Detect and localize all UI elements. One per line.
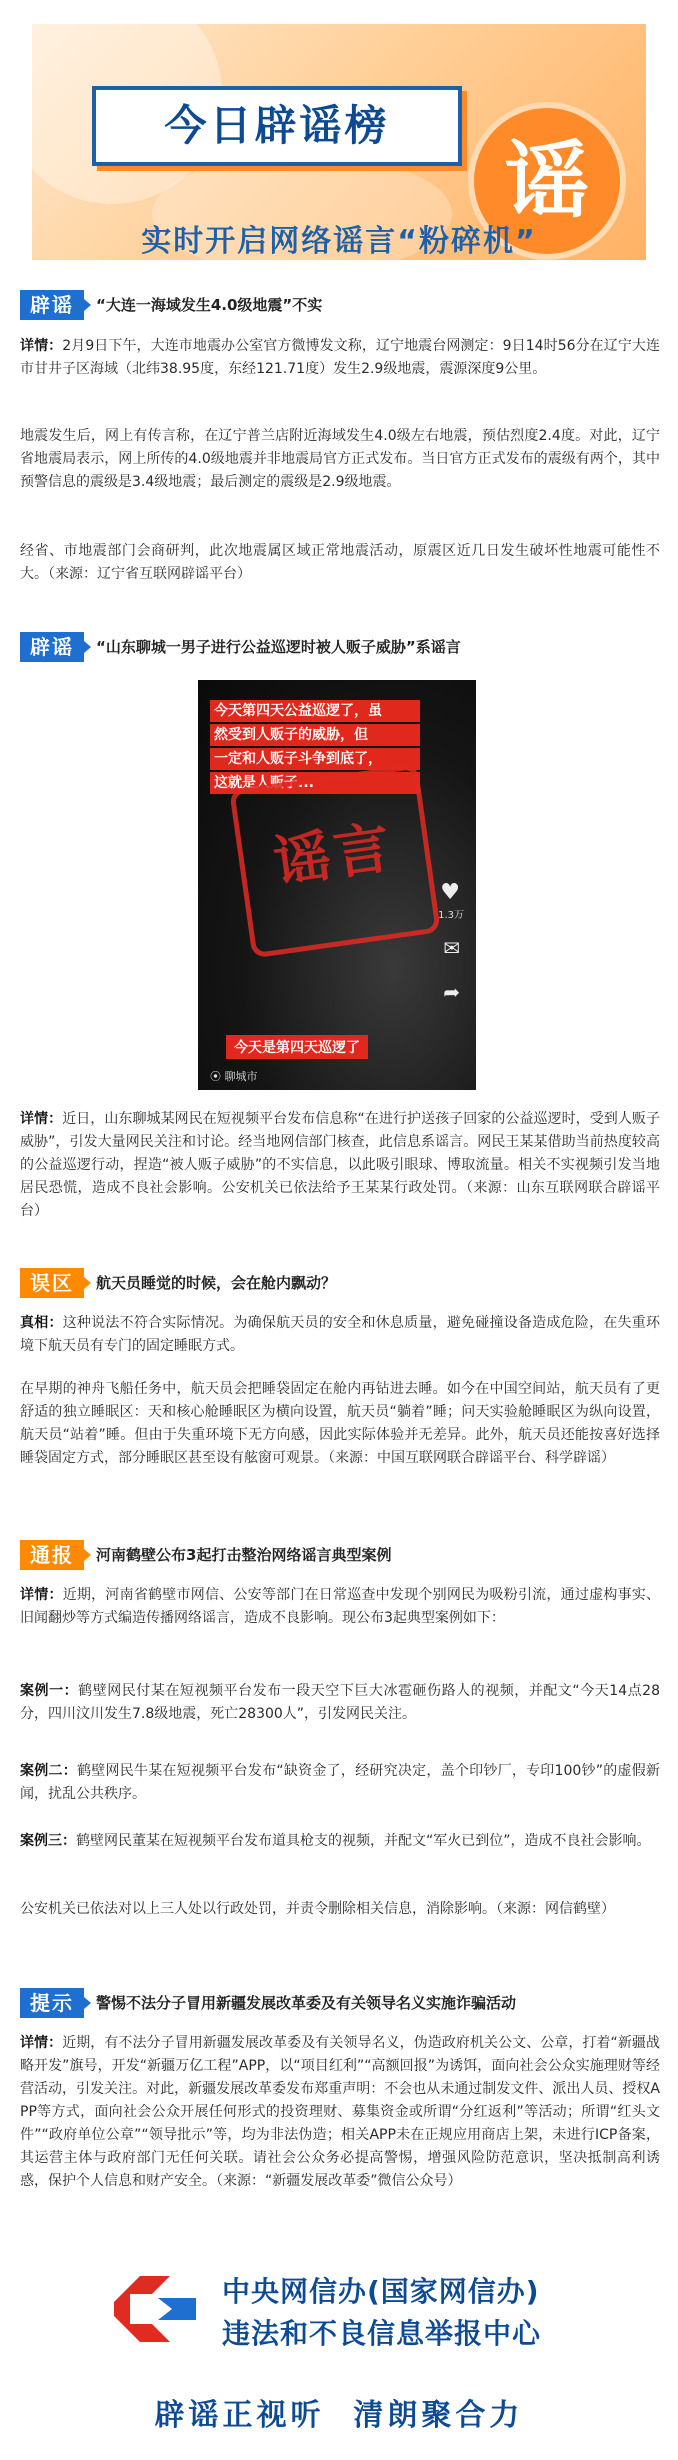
banner-title: 今日辟谣榜 [164,101,390,150]
paragraph-text: 鹤壁网民牛某在短视频平台发布“缺资金了，经研究决定，盖个印钞厂，专印100钞”的虚假新闻，扰乱公共秩序。 [20,1763,660,1802]
section-headline: 警惕不法分子冒用新疆发展改革委及有关领导名义实施诈骗活动 [96,1994,517,2012]
location-text: 聊城市 [224,1070,258,1083]
section-paragraph [20,1108,660,1223]
paragraph-lead: 详情： [20,338,63,354]
paragraph-text: 在早期的神舟飞船任务中，航天员会把睡袋固定在舱内再钻进去睡。如今在中国空间站，航天员有了更舒适的独立睡眠区：天和核心舱睡眠区为横向设置，航天员“躺着”睡；问天实验舱睡眠区为纵向设置，航天员“站着”睡。但由于失重环境下无方向感，因此实际体验并无差异。此外，航天员还能按喜好选择睡袋固定方式，部分睡眠区甚至设有舷窗可观景。（来源：中国互联网联合辟谣平台、科学辟谣） [20,1381,660,1466]
paragraph-lead: 真相： [20,1315,63,1331]
video-thumbnail[interactable] [198,680,476,1090]
section-paragraph [20,425,660,494]
banner-slogan: 实时开启网络谣言“粉碎机” [141,224,537,259]
section-headline: “大连一海域发生4.0级地震”不实 [96,296,323,314]
section-header [20,1988,660,2018]
footer-center-name: 违法和不良信息举报中心 [222,2317,542,2350]
footer-org-name: 中央网信办(国家网信办) [222,2275,540,2308]
section-paragraph [20,1584,660,1630]
section-header [20,290,660,320]
section-paragraph [20,1760,660,1806]
paragraph-text: 2月9日下午，大连市地震办公室官方微博发文称，辽宁地震台网测定：9日14时56分在辽宁大连市甘井子区海域（北纬38.95度，东经121.71度）发生2.9级地震，震源深度9公里。 [20,338,660,377]
seal-char: 谣 [504,132,589,230]
section-tag: 辟谣 [20,632,84,662]
caption-line: 这就是人贩子... [210,772,420,794]
video-caption-bottom: 今天是第四天巡逻了 [226,1035,368,1059]
paragraph-lead: 案例二： [20,1763,77,1779]
video-location [210,1068,258,1084]
section-paragraph [20,1312,660,1358]
section-paragraph [20,540,660,586]
section-headline: 河南鹤壁公布3起打击整治网络谣言典型案例 [96,1546,392,1564]
footer-slogan: 辟谣正视听 清朗聚合力 [154,2398,524,2433]
caption-line: 然受到人贩子的威胁，但 [210,724,420,746]
paragraph-lead: 详情： [20,1587,63,1603]
paragraph-text: 鹤壁网民付某在短视频平台发布一段天空下巨大冰雹砸伤路人的视频，并配文“今天14点28分，四川汶川发生7.8级地震，死亡28300人”，引发网民关注。 [20,1683,660,1722]
section-paragraph [20,1830,660,1853]
section-paragraph [20,2032,660,2193]
section-header [20,1540,660,1570]
section-paragraph [20,1898,660,1921]
paragraph-text: 这种说法不符合实际情况。为确保航天员的安全和休息质量，避免碰撞设备造成危险，在失重环境下航天员有专门的固定睡眠方式。 [20,1315,661,1354]
section-header [20,1268,660,1298]
section-paragraph [20,1680,660,1726]
paragraph-text: 公安机关已依法对以上三人处以行政处罚，并责令删除相关信息，消除影响。（来源：网信鹤壁） [20,1901,615,1917]
stamp-text: 谣言 [270,815,399,897]
paragraph-lead: 详情： [20,2035,63,2051]
section-tag: 通报 [20,1540,84,1570]
paragraph-text: 近期，有不法分子冒用新疆发展改革委及有关领导名义，伪造政府机关公文、公章，打着“新疆战略开发”旗号，开发“新疆万亿工程”APP，以“项目红利”“高额回报”为诱饵，面向社会公众实施理财等经营活动，引发关注。对此，新疆发展改革委发布郑重声明：不会也从未通过制发文件、派出人员、授权APP等方式，面向社会公众开展任何形式的投资理财、募集资金或所谓“分红返利”等活动；所谓“红头文件”“政府单位公章”“领导批示”等，均为非法伪造；相关APP未在正规应用商店上架，未进行ICP备案，其运营主体与政府部门无任何关联。请社会公众务必提高警惕，增强风险防范意识，坚决抵制高利诱惑，保护个人信息和财产安全。（来源：“新疆发展改革委”微信公众号） [20,2035,660,2189]
paragraph-lead: 详情： [20,1111,63,1127]
section-headline: “山东聊城一男子进行公益巡逻时被人贩子威胁”系谣言 [96,638,461,656]
section-paragraph [20,1378,660,1470]
location-pin-icon: ⦿ [210,1070,225,1083]
paragraph-text: 鹤壁网民董某在短视频平台发布道具枪支的视频，并配文“军火已到位”，造成不良社会影响。 [76,1833,651,1849]
paragraph-text: 近日，山东聊城某网民在短视频平台发布信息称“在进行护送孩子回家的公益巡逻时，受到人贩子威胁”，引发大量网民关注和讨论。经当地网信部门核查，此信息系谣言。网民王某某借助当前热度较高的公益巡逻行动，捏造“被人贩子威胁”的不实信息，以此吸引眼球、博取流量。相关不实视频引发当地居民恐慌，造成不良社会影响。公安机关已依法给予王某某行政处罚。（来源：山东互联网联合辟谣平台） [20,1111,660,1219]
section-tag: 提示 [20,1988,84,2018]
report-center-logo-icon [110,2272,200,2346]
section-tag: 误区 [20,1268,84,1298]
banner-title-box [92,86,462,166]
caption-line: 一定和人贩子斗争到底了， [210,748,420,770]
section-header [20,632,660,662]
paragraph-text: 近期，河南省鹤壁市网信、公安等部门在日常巡查中发现个别网民为吸粉引流，通过虚构事实、旧闻翻炒等方式编造传播网络谣言，造成不良影响。现公布3起典型案例如下： [20,1587,661,1626]
paragraph-lead: 案例一： [20,1683,79,1699]
caption-line: 今天第四天公益巡逻了，虽 [210,700,420,722]
comment-icon[interactable]: ✉ [443,936,460,960]
section-headline: 航天员睡觉的时候，会在舱内飘动？ [96,1274,337,1292]
paragraph-text: 地震发生后，网上有传言称，在辽宁普兰店附近海域发生4.0级左右地震，预估烈度2.4度。对此，辽宁省地震局表示，网上所传的4.0级地震并非地震局官方正式发布。当日官方正式发布的震级有两个，其中预警信息的震级是3.4级地震；最后测定的震级是2.9级地震。 [20,428,660,490]
banner [32,24,646,260]
heart-icon[interactable]: ♥ [440,880,460,905]
paragraph-lead: 案例三： [20,1833,76,1849]
paragraph-text: 经省、市地震部门会商研判，此次地震属区域正常地震活动，原震区近几日发生破坏性地震可能性不大。（来源：辽宁省互联网辟谣平台） [20,543,660,582]
share-icon[interactable]: ➦ [443,980,460,1004]
like-count: 1.3万 [438,910,464,921]
section-paragraph [20,335,660,381]
section-tag: 辟谣 [20,290,84,320]
rumor-stamp-icon [229,764,441,959]
